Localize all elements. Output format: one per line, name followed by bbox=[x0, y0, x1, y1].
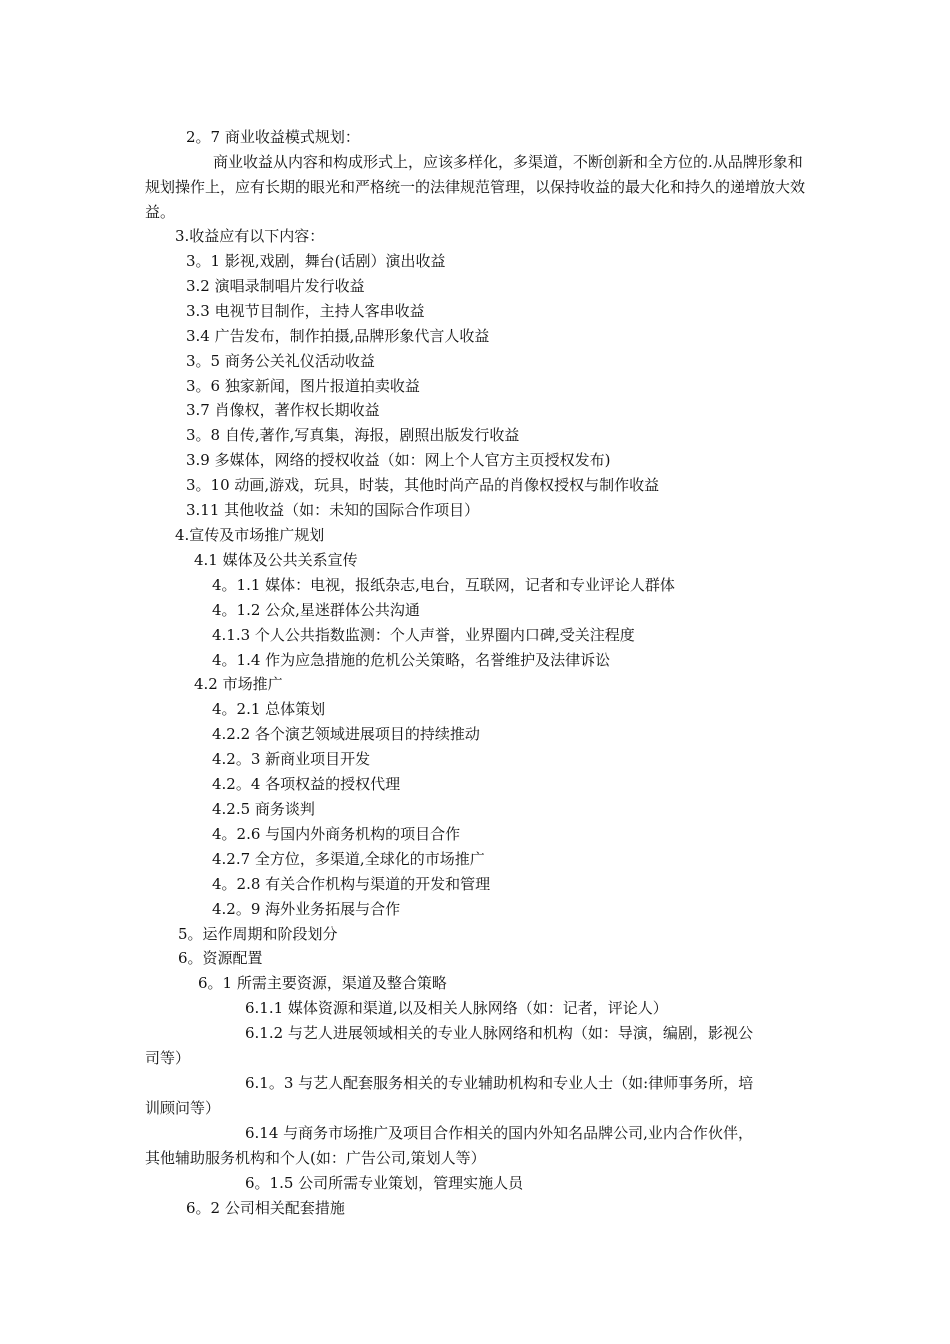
section-4-heading: 4.宣传及市场推广规划 bbox=[175, 526, 325, 544]
list-item-continuation: 训顾问等） bbox=[145, 1099, 221, 1117]
list-item: 4.2。3 新商业项目开发 bbox=[212, 750, 371, 768]
list-item: 4.2.7 全方位，多渠道,全球化的市场推广 bbox=[212, 850, 485, 868]
subsection-6-2-heading: 6。2 公司相关配套措施 bbox=[186, 1199, 345, 1217]
list-item: 4.2。4 各项权益的授权代理 bbox=[212, 775, 401, 793]
list-item: 3.7 肖像权，著作权长期收益 bbox=[186, 401, 380, 419]
list-item: 3。6 独家新闻，图片报道拍卖收益 bbox=[186, 377, 420, 395]
subsection-6-1-heading: 6。1 所需主要资源，渠道及整合策略 bbox=[198, 974, 447, 992]
list-item-continuation: 其他辅助服务机构和个人(如：广告公司,策划人等） bbox=[145, 1149, 486, 1167]
list-item: 6.1.1 媒体资源和渠道,以及相关人脉网络（如：记者，评论人） bbox=[245, 999, 668, 1017]
list-item: 3.3 电视节目制作，主持人客串收益 bbox=[186, 302, 425, 320]
list-item: 6.1.2 与艺人进展领域相关的专业人脉网络和机构（如：导演，编剧，影视公 bbox=[245, 1024, 753, 1042]
list-item: 4。2.1 总体策划 bbox=[212, 700, 326, 718]
list-item: 3。1 影视,戏剧，舞台(话剧）演出收益 bbox=[186, 252, 446, 270]
list-item: 3。5 商务公关礼仪活动收益 bbox=[186, 352, 375, 370]
list-item: 4.2。9 海外业务拓展与合作 bbox=[212, 900, 401, 918]
list-item: 4。1.4 作为应急措施的危机公关策略，名誉维护及法律诉讼 bbox=[212, 651, 611, 669]
list-item: 6.14 与商务市场推广及项目合作相关的国内外知名品牌公司,业内合作伙伴， bbox=[245, 1124, 753, 1142]
list-item: 4。1.2 公众,星迷群体公共沟通 bbox=[212, 601, 420, 619]
list-item: 4。2.6 与国内外商务机构的项目合作 bbox=[212, 825, 461, 843]
list-item: 4.2.2 各个演艺领域进展项目的持续推动 bbox=[212, 725, 480, 743]
list-item: 3.4 广告发布，制作拍摄,品牌形象代言人收益 bbox=[186, 327, 490, 345]
section-5-heading: 5。运作周期和阶段划分 bbox=[178, 925, 338, 943]
list-item: 3.2 演唱录制唱片发行收益 bbox=[186, 277, 365, 295]
section-6-heading: 6。资源配置 bbox=[178, 949, 263, 967]
list-item: 4.2.5 商务谈判 bbox=[212, 800, 315, 818]
list-item: 4。1.1 媒体：电视，报纸杂志,电台，互联网，记者和专业评论人群体 bbox=[212, 576, 675, 594]
subsection-4-1-heading: 4.1 媒体及公共关系宣传 bbox=[194, 551, 358, 569]
section-3-heading: 3.收益应有以下内容： bbox=[175, 227, 325, 245]
list-item: 4.1.3 个人公共指数监测：个人声誉，业界圈内口碑,受关注程度 bbox=[212, 626, 635, 644]
list-item: 4。2.8 有关合作机构与渠道的开发和管理 bbox=[212, 875, 491, 893]
list-item: 6。1.5 公司所需专业策划，管理实施人员 bbox=[245, 1174, 524, 1192]
list-item: 6.1。3 与艺人配套服务相关的专业辅助机构和专业人士（如:律师事务所，培 bbox=[245, 1074, 754, 1092]
subsection-4-2-heading: 4.2 市场推广 bbox=[194, 675, 283, 693]
list-item: 3.9 多媒体，网络的授权收益（如：网上个人官方主页授权发布) bbox=[186, 451, 611, 469]
section-2-7-heading: 2。7 商业收益模式规划： bbox=[186, 128, 360, 146]
list-item: 3。8 自传,著作,写真集，海报，剧照出版发行收益 bbox=[186, 426, 520, 444]
list-item-continuation: 司等） bbox=[145, 1049, 191, 1067]
list-item: 3.11 其他收益（如：未知的国际合作项目） bbox=[186, 501, 480, 519]
list-item: 3。10 动画,游戏，玩具，时装，其他时尚产品的肖像权授权与制作收益 bbox=[186, 476, 660, 494]
section-2-7-paragraph: 商业收益从内容和构成形式上，应该多样化，多渠道，不断创新和全方位的.从品牌形象和规划操作上，应有长期的眼光和严格统一的法律规范管理，以保持收益的最大化和持久的递增放大效益。 bbox=[145, 153, 806, 221]
